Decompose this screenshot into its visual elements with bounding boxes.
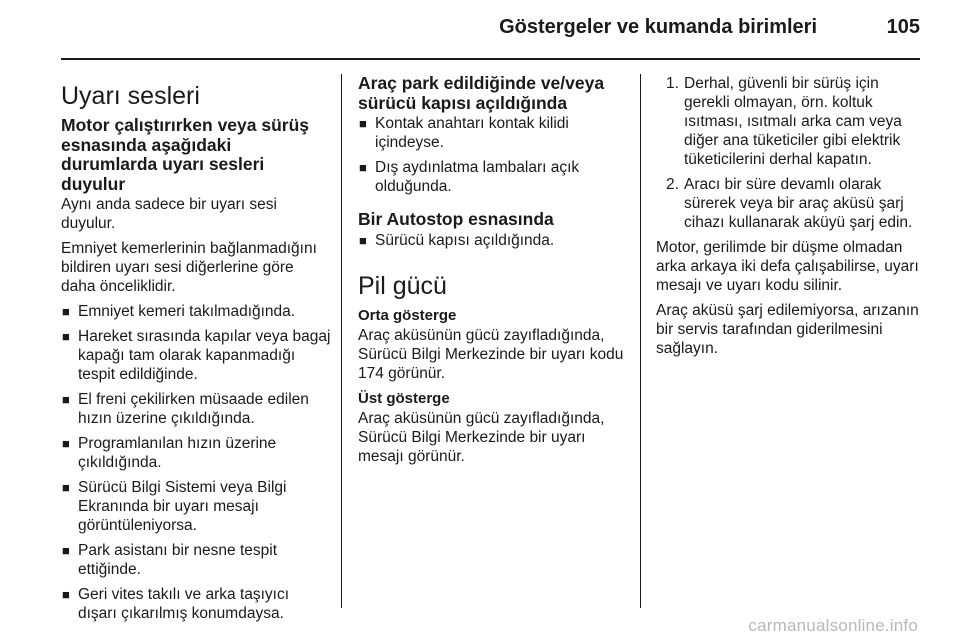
list-item [61, 541, 331, 579]
list-item [656, 74, 924, 169]
list-item [61, 478, 331, 535]
list-item [61, 302, 331, 321]
bullet-icon: ■ [62, 480, 70, 495]
bullet-icon: ■ [62, 543, 70, 558]
list-item-text: Geri vites takılı ve arka taşıyıcı dışarı çıkarılmış konumdaysa. [78, 586, 290, 622]
numbered-list [656, 74, 924, 232]
list-item [358, 158, 628, 196]
list-item-text: Park asistanı bir nesne tespit ettiğinde. [78, 542, 278, 578]
paragraph: Motor, gerilimde bir düşme olmadan arka arkaya iki defa çalışabilirse, uyarı mesajı ve uyarı kodu silinir. [656, 239, 919, 294]
bullet-icon: ■ [359, 116, 367, 131]
list-item [656, 175, 924, 232]
header-title: Göstergeler ve kumanda birimleri [499, 16, 817, 38]
step-number: 1. [666, 75, 679, 92]
subheading-driving-chimes: Motor çalıştırırken veya sürüş esnasında aşağıdaki durumlarda uyarı sesleri duyulur [61, 115, 310, 194]
list-item-text: Sürücü kapısı açıldığında. [375, 231, 555, 249]
list-item-text: Dış aydınlatma lambaları açık olduğunda. [375, 159, 580, 195]
paragraph: Araç aküsünün gücü zayıfladığında, Sürücü Bilgi Merkezinde bir uyarı kodu 174 görünür. [358, 326, 624, 382]
list-item-text: Sürücü Bilgi Sistemi veya Bilgi Ekranında bir uyarı mesajı görüntüleniyorsa. [78, 479, 287, 534]
list-item-text: El freni çekilirken müsaade edilen hızın üzerine çıkıldığında. [78, 391, 309, 427]
bullet-icon: ■ [62, 329, 70, 344]
watermark: carmanualsonline.info [748, 616, 918, 635]
section-title-battery-power: Pil gücü [358, 271, 447, 300]
bullet-icon: ■ [62, 436, 70, 451]
list-item [61, 434, 331, 472]
list-item [358, 231, 628, 250]
paragraph: Araç aküsü şarj edilemiyorsa, arızanın bir servis tarafından giderilmesini sağlayın. [656, 302, 919, 357]
list-item [61, 585, 331, 623]
list-item-text: Derhal, güvenli bir sürüş için gerekli olmayan, örn. koltuk ısıtması, ısıtmalı arka cam veya diğer ana tüketiciler gibi elektrik tüketicilerini derhal kapatın. [684, 75, 902, 168]
minor-heading-mid-level-display: Orta gösterge [358, 306, 457, 324]
paragraph: Emniyet kemerlerinin bağlanmadığını bildiren uyarı sesi diğerlerine göre daha önceliklidir. [61, 240, 317, 295]
list-item [61, 390, 331, 428]
step-number: 2. [666, 176, 679, 193]
column-2 [358, 74, 628, 472]
list-item-text: Aracı bir süre devamlı olarak sürerek veya bir araç aküsü şarj cihazı kullanarak aküyü şarj edin. [684, 176, 913, 231]
bullet-icon: ■ [359, 232, 367, 248]
bullet-list [61, 302, 331, 623]
section-title-warning-chimes: Uyarı sesleri [61, 82, 200, 110]
subheading-parked-vehicle: Araç park edildiğinde ve/veya sürücü kapısı açıldığında [358, 73, 605, 113]
bullet-icon: ■ [359, 160, 367, 175]
paragraph: Araç aküsünün gücü zayıfladığında, Sürücü Bilgi Merkezinde bir uyarı mesajı görünür. [358, 409, 605, 465]
paragraph: Aynı anda sadece bir uyarı sesi duyulur. [61, 196, 277, 232]
column-divider-2 [640, 74, 641, 608]
list-item-text: Emniyet kemeri takılmadığında. [78, 303, 296, 320]
bullet-list [358, 114, 628, 196]
bullet-icon: ■ [62, 304, 70, 319]
minor-heading-upper-level-display: Üst gösterge [358, 389, 450, 407]
list-item [61, 327, 331, 384]
header-rule [61, 58, 920, 60]
list-item-text: Kontak anahtarı kontak kilidi içindeyse. [375, 115, 569, 151]
subheading-autostop: Bir Autostop esnasında [358, 209, 554, 229]
bullet-icon: ■ [62, 587, 70, 602]
column-divider-1 [341, 74, 342, 608]
page-number: 105 [886, 16, 920, 38]
list-item-text: Programlanılan hızın üzerine çıkıldığında. [78, 435, 277, 471]
list-item [358, 114, 628, 152]
bullet-list [358, 231, 628, 250]
bullet-icon: ■ [62, 392, 70, 407]
list-item-text: Hareket sırasında kapılar veya bagaj kapağı tam olarak kapanmadığı tespit edildiğinde. [78, 328, 331, 383]
column-1 [61, 74, 331, 629]
column-3 [656, 74, 924, 364]
